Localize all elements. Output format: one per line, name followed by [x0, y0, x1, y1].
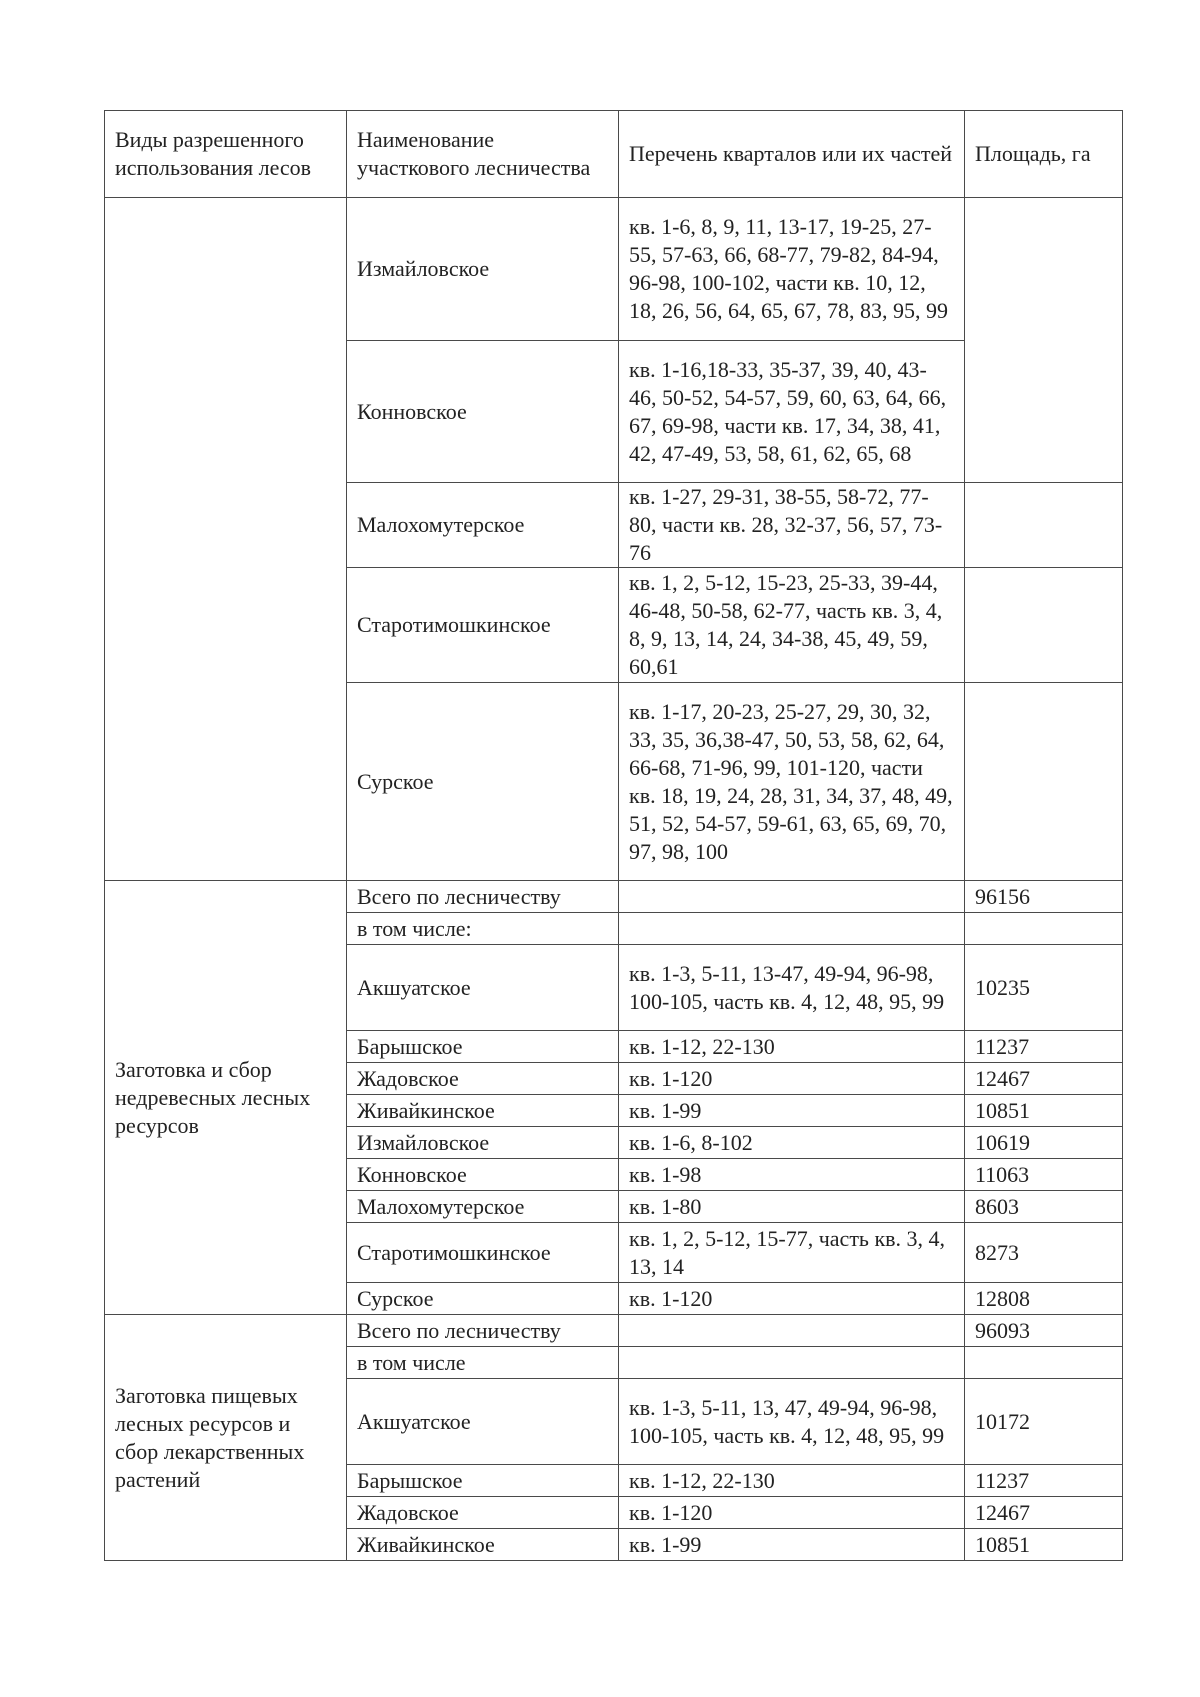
quarters-list: кв. 1-12, 22-130 [619, 1465, 965, 1497]
area-value: 12467 [965, 1063, 1123, 1095]
forestry-name: Старотимошкинское [347, 568, 619, 683]
area-value: 10851 [965, 1529, 1123, 1561]
forestry-name: Сурское [347, 683, 619, 881]
area-value: 11063 [965, 1159, 1123, 1191]
quarters-list: кв. 1-120 [619, 1283, 965, 1315]
quarters-list: кв. 1-12, 22-130 [619, 1031, 965, 1063]
area-value: 8273 [965, 1223, 1123, 1283]
area-value: 12808 [965, 1283, 1123, 1315]
header-row [105, 111, 1123, 198]
table-row-total [105, 1315, 1123, 1347]
forestry-name: Барышское [347, 1031, 619, 1063]
forestry-name: Барышское [347, 1465, 619, 1497]
header-use-type: Виды разрешенного использования лесов [105, 111, 347, 198]
total-label: Всего по лесничеству [347, 881, 619, 913]
quarters-list: кв. 1-6, 8-102 [619, 1127, 965, 1159]
quarters-list: кв. 1-3, 5-11, 13-47, 49-94, 96-98, 100-105, часть кв. 4, 12, 48, 95, 99 [619, 945, 965, 1031]
area-empty [965, 913, 1123, 945]
forestry-name: Конновское [347, 341, 619, 483]
area-value: 11237 [965, 1465, 1123, 1497]
area-value-empty [965, 483, 1123, 568]
area-value: 11237 [965, 1031, 1123, 1063]
forestry-name: Сурское [347, 1283, 619, 1315]
quarters-list: кв. 1-99 [619, 1095, 965, 1127]
area-value-empty [965, 568, 1123, 683]
header-forestry: Наименование участкового лесничества [347, 111, 619, 198]
area-value-empty [965, 683, 1123, 881]
forestry-name: Малохомутерское [347, 1191, 619, 1223]
forestry-name: Живайкинское [347, 1095, 619, 1127]
table-row-total [105, 881, 1123, 913]
forestry-name: Живайкинское [347, 1529, 619, 1561]
quarters-list: кв. 1-3, 5-11, 13, 47, 49-94, 96-98, 100-105, часть кв. 4, 12, 48, 95, 99 [619, 1379, 965, 1465]
quarters-empty [619, 913, 965, 945]
forestry-name: Конновское [347, 1159, 619, 1191]
header-quarters: Перечень кварталов или их частей [619, 111, 965, 198]
quarters-list: кв. 1-120 [619, 1497, 965, 1529]
quarters-list: кв. 1-17, 20-23, 25-27, 29, 30, 32, 33, 35, 36,38-47, 50, 53, 58, 62, 64, 66-68, 71-96, 99, 101-120, части кв. 18, 19, 24, 28, 31, 34, 37, 48, 49, 51, 52, 54-57, 59-61, 63, 65, 69, 70, 97, 98, 100 [619, 683, 965, 881]
table-row [105, 198, 1123, 341]
area-value: 8603 [965, 1191, 1123, 1223]
quarters-empty [619, 881, 965, 913]
forestry-name: Акшуатское [347, 945, 619, 1031]
area-value: 10619 [965, 1127, 1123, 1159]
quarters-list: кв. 1, 2, 5-12, 15-77, часть кв. 3, 4, 13, 14 [619, 1223, 965, 1283]
quarters-list: кв. 1, 2, 5-12, 15-23, 25-33, 39-44, 46-48, 50-58, 62-77, часть кв. 3, 4, 8, 9, 13, 14, 24, 34-38, 45, 49, 59, 60,61 [619, 568, 965, 683]
use-type-nontimber: Заготовка и сбор недревесных лесных ресурсов [105, 881, 347, 1315]
area-value: 12467 [965, 1497, 1123, 1529]
header-area: Площадь, га [965, 111, 1123, 198]
quarters-empty [619, 1347, 965, 1379]
use-type-food: Заготовка пищевых лесных ресурсов и сбор лекарственных растений [105, 1315, 347, 1561]
forest-use-table [104, 110, 1123, 1561]
forestry-name: Старотимошкинское [347, 1223, 619, 1283]
forestry-name: Акшуатское [347, 1379, 619, 1465]
total-label: Всего по лесничеству [347, 1315, 619, 1347]
forestry-name: Жадовское [347, 1497, 619, 1529]
forestry-name: Малохомутерское [347, 483, 619, 568]
quarters-empty [619, 1315, 965, 1347]
area-value-empty [965, 198, 1123, 483]
quarters-list: кв. 1-80 [619, 1191, 965, 1223]
area-value: 10851 [965, 1095, 1123, 1127]
total-area: 96093 [965, 1315, 1123, 1347]
forestry-name: Измайловское [347, 1127, 619, 1159]
including-label: в том числе: [347, 913, 619, 945]
quarters-list: кв. 1-98 [619, 1159, 965, 1191]
forestry-name: Измайловское [347, 198, 619, 341]
quarters-list: кв. 1-27, 29-31, 38-55, 58-72, 77-80, части кв. 28, 32-37, 56, 57, 73-76 [619, 483, 965, 568]
quarters-list: кв. 1-120 [619, 1063, 965, 1095]
quarters-list: кв. 1-6, 8, 9, 11, 13-17, 19-25, 27-55, 57-63, 66, 68-77, 79-82, 84-94, 96-98, 100-102, части кв. 10, 12, 18, 26, 56, 64, 65, 67, 78, 83, 95, 99 [619, 198, 965, 341]
area-value: 10172 [965, 1379, 1123, 1465]
use-type-continued-cell [105, 198, 347, 881]
area-value: 10235 [965, 945, 1123, 1031]
quarters-list: кв. 1-99 [619, 1529, 965, 1561]
total-area: 96156 [965, 881, 1123, 913]
including-label: в том числе [347, 1347, 619, 1379]
quarters-list: кв. 1-16,18-33, 35-37, 39, 40, 43-46, 50-52, 54-57, 59, 60, 63, 64, 66, 67, 69-98, части кв. 17, 34, 38, 41, 42, 47-49, 53, 58, 61, 62, 65, 68 [619, 341, 965, 483]
forestry-name: Жадовское [347, 1063, 619, 1095]
area-empty [965, 1347, 1123, 1379]
